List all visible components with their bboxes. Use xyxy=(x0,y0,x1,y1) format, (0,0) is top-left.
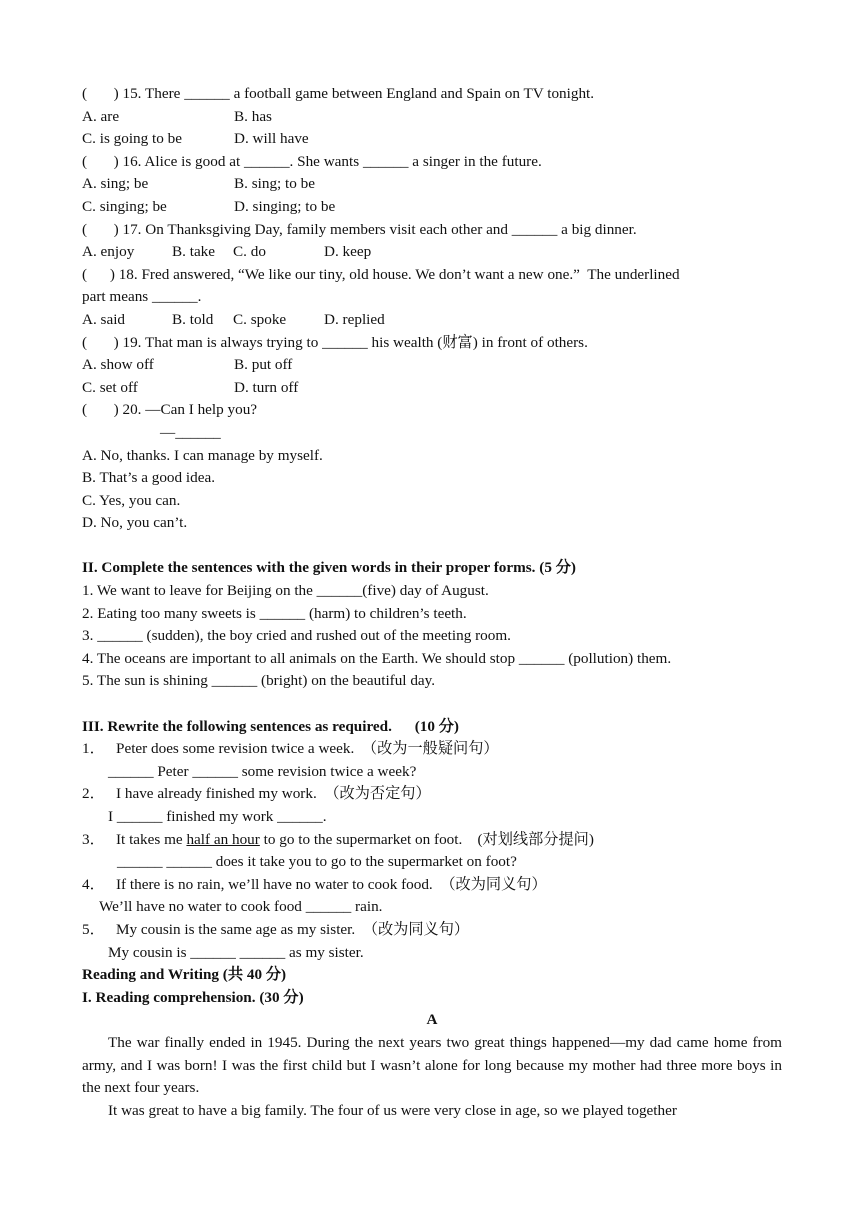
item-text-post: to go to the supermarket on foot. (对划线部分提问) xyxy=(259,830,594,848)
option-a: A. said xyxy=(82,310,126,328)
passage-label: A xyxy=(426,1011,438,1029)
option-d: D. No, you can’t. xyxy=(82,514,188,532)
passage-paragraph-1: The war finally ended in 1945. During the next years two great things happened—my dad came home from army, and I was born! I was the first child but I wasn’t alone for long because my mother had three more boys in the next four years. xyxy=(82,1033,782,1097)
item-text: I have already finished my work. （改为否定句） xyxy=(116,785,431,803)
question-16-options-2 xyxy=(82,196,782,219)
rewrite-item-1 xyxy=(82,738,782,761)
question-15-options xyxy=(82,106,782,129)
question-20: ( ) 20. —Can I help you? xyxy=(82,401,258,419)
question-20-reply: —______ xyxy=(160,423,221,441)
item-text: If there is no rain, we’ll have no water to cook food. （改为同义句） xyxy=(116,875,547,893)
option-a: A. sing; be xyxy=(82,175,149,193)
option-a: A. No, thanks. I can manage by myself. xyxy=(82,446,323,464)
item-text-pre: It takes me xyxy=(116,830,187,848)
section-2-item: 2. Eating too many sweets is ______ (harm) to children’s teeth. xyxy=(82,604,467,622)
question-19: ( ) 19. That man is always trying to ______ his wealth (财富) in front of others. xyxy=(82,333,588,351)
option-c: C. set off xyxy=(82,378,138,396)
spacer xyxy=(82,535,782,558)
question-15-options-2 xyxy=(82,128,782,151)
option-a: A. are xyxy=(82,107,120,125)
part-heading: Reading and Writing (共 40 分) xyxy=(82,966,287,984)
option-a: A. show off xyxy=(82,356,154,374)
option-d: D. replied xyxy=(324,310,385,328)
rewrite-item-2 xyxy=(82,783,782,806)
exam-page xyxy=(82,83,782,1122)
rewrite-item-5 xyxy=(82,919,782,942)
option-c: C. singing; be xyxy=(82,197,167,215)
item-number: 3． xyxy=(82,830,105,848)
option-c: C. Yes, you can. xyxy=(82,491,181,509)
question-18-options xyxy=(82,309,782,332)
question-18-cont: part means ______. xyxy=(82,288,202,306)
option-b: B. sing; to be xyxy=(234,175,316,193)
option-d: D. keep xyxy=(324,243,372,261)
question-17-options xyxy=(82,241,782,264)
question-19-options-2 xyxy=(82,377,782,400)
reading-section-heading: I. Reading comprehension. (30 分) xyxy=(82,988,304,1006)
option-d: D. singing; to be xyxy=(234,197,336,215)
option-b: B. has xyxy=(234,107,272,125)
option-b: B. take xyxy=(172,243,216,261)
option-d: D. will have xyxy=(234,130,309,148)
question-17: ( ) 17. On Thanksgiving Day, family members visit each other and ______ a big dinner. xyxy=(82,220,637,238)
spacer xyxy=(82,693,782,716)
section-2-heading: II. Complete the sentences with the given words in their proper forms. (5 分) xyxy=(82,559,576,577)
rewrite-answer-3: ______ ______ does it take you to go to the supermarket on foot? xyxy=(117,853,517,871)
section-2-item: 3. ______ (sudden), the boy cried and rushed out of the meeting room. xyxy=(82,627,511,645)
item-number: 1． xyxy=(82,740,105,758)
rewrite-item-4 xyxy=(82,874,782,897)
rewrite-answer-1: ______ Peter ______ some revision twice a week? xyxy=(108,762,417,780)
item-number: 4． xyxy=(82,875,105,893)
rewrite-answer-2: I ______ finished my work ______. xyxy=(108,808,327,825)
item-text: My cousin is the same age as my sister. （改为同义句） xyxy=(116,920,470,938)
item-number: 5． xyxy=(82,920,105,938)
question-15: ( ) 15. There ______ a football game between England and Spain on TV tonight. xyxy=(82,85,595,102)
rewrite-item-3 xyxy=(82,829,782,852)
rewrite-answer-4: We’ll have no water to cook food ______ rain. xyxy=(99,898,383,916)
option-c: C. is going to be xyxy=(82,130,182,148)
section-2-item: 4. The oceans are important to all animals on the Earth. We should stop ______ (pollution) them. xyxy=(82,649,672,667)
option-b: B. put off xyxy=(234,356,293,374)
option-b: B. That’s a good idea. xyxy=(82,469,216,487)
section-2-item: 1. We want to leave for Beijing on the ______(five) day of August. xyxy=(82,582,489,600)
question-19-options xyxy=(82,354,782,377)
section-3-heading: III. Rewrite the following sentences as required. (10 分) xyxy=(82,717,459,735)
question-16: ( ) 16. Alice is good at ______. She wants ______ a singer in the future. xyxy=(82,152,542,170)
option-b: B. told xyxy=(172,310,214,328)
option-a: A. enjoy xyxy=(82,243,135,261)
rewrite-answer-5: My cousin is ______ ______ as my sister. xyxy=(108,943,364,961)
item-text: Peter does some revision twice a week. （改为一般疑问句） xyxy=(116,740,499,758)
option-c: C. do xyxy=(233,243,266,261)
section-2-item: 5. The sun is shining ______ (bright) on the beautiful day. xyxy=(82,672,436,690)
passage-paragraph-2: It was great to have a big family. The four of us were very close in age, so we played together xyxy=(108,1101,677,1119)
option-c: C. spoke xyxy=(233,310,287,328)
item-number: 2． xyxy=(82,785,105,803)
question-18: ( ) 18. Fred answered, “We like our tiny, old house. We don’t want a new one.” The underlined xyxy=(82,265,680,283)
underlined-phrase: half an hour xyxy=(186,830,260,848)
question-16-options xyxy=(82,173,782,196)
option-d: D. turn off xyxy=(234,378,299,396)
